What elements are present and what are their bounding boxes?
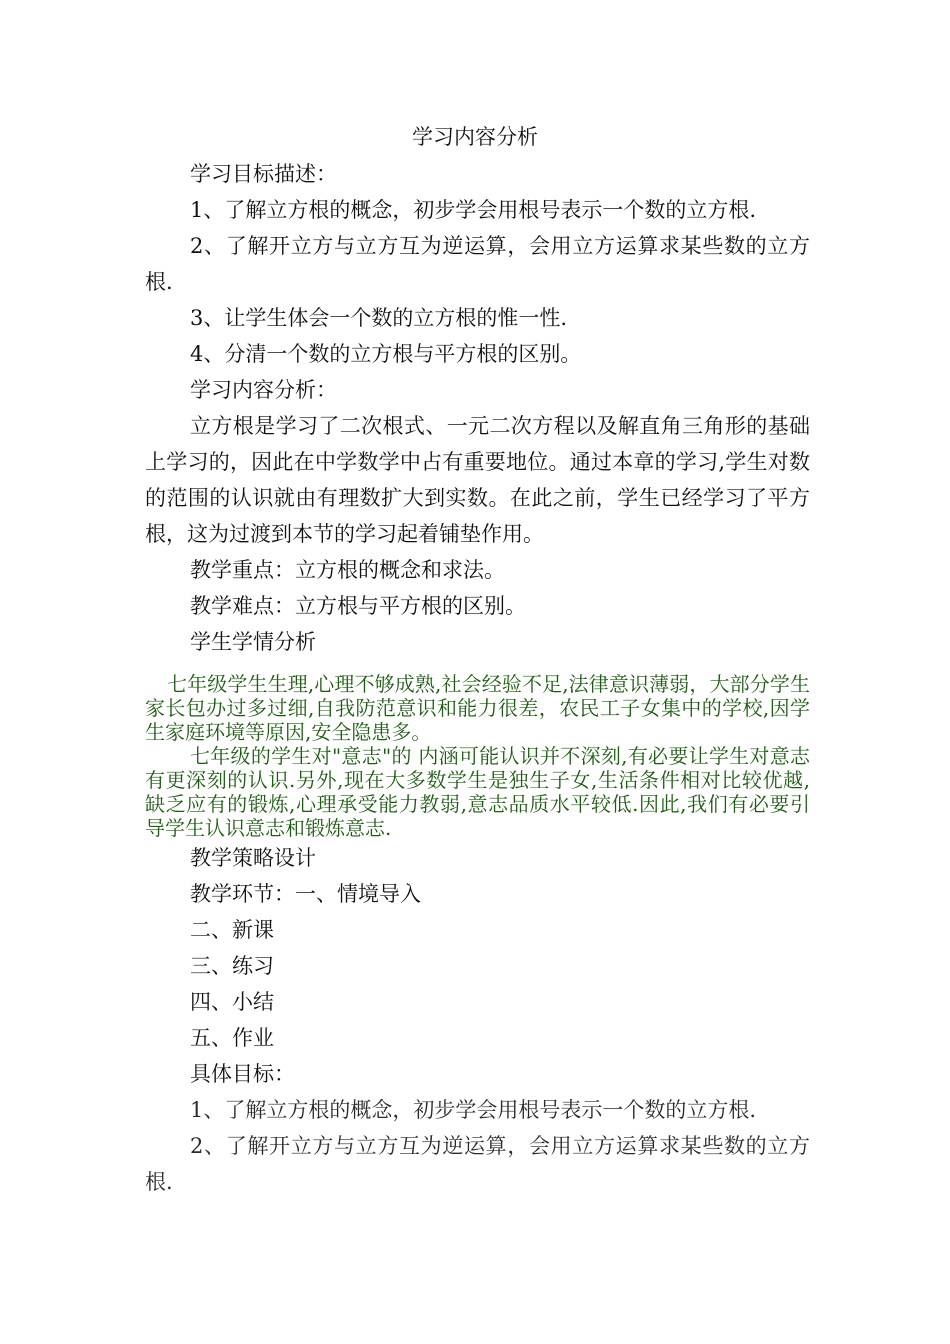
goal-item-1: 1、了解立方根的概念，初步学会用根号表示一个数的立方根. [190, 198, 757, 222]
teaching-stage-5: 五、作业 [190, 1026, 274, 1050]
difficulty: 教学难点：立方根与平方根的区别。 [190, 594, 526, 618]
teaching-stage-1: 教学环节：一、情境导入 [190, 882, 421, 906]
goal-item-3: 3、让学生体会一个数的立方根的惟一性. [190, 306, 568, 330]
teaching-stage-2: 二、新课 [190, 918, 274, 942]
student-analysis-2: 七年级的学生对"意志"的 内涵可能认识并不深刻,有必要让学生对意志有更深刻的认识.另外,现在大多数学生是独生子女,生活条件相对比较优越,缺乏应有的锻炼,心理承受能力教弱,意志品质水平较低.因此,我们有必要引导学生认识意志和锻炼意志. [145, 744, 810, 840]
specific-goal-2: 2、了解开立方与立方互为逆运算，会用立方运算求某些数的立方根. [145, 1134, 810, 1194]
strategy-heading: 教学策略设计 [190, 846, 316, 870]
specific-goal-1: 1、了解立方根的概念，初步学会用根号表示一个数的立方根. [190, 1098, 757, 1122]
goal-heading: 学习目标描述： [190, 162, 337, 186]
document-body [145, 156, 810, 1200]
document-title: 学习内容分析 [412, 125, 538, 149]
teaching-stage-4: 四、小结 [190, 990, 274, 1014]
specific-heading: 具体目标： [190, 1062, 295, 1086]
goal-item-2: 2、了解开立方与立方互为逆运算，会用立方运算求某些数的立方根. [145, 234, 810, 294]
content-heading: 学习内容分析： [190, 378, 337, 402]
key-point: 教学重点：立方根的概念和求法。 [190, 558, 505, 582]
student-heading: 学生学情分析 [190, 630, 316, 654]
teaching-stage-3: 三、练习 [190, 954, 274, 978]
content-body: 立方根是学习了二次根式、一元二次方程以及解直角三角形的基础上学习的，因此在中学数学中占有重要地位。通过本章的学习,学生对数的范围的认识就由有理数扩大到实数。在此之前，学生已经学习了平方根，这为过渡到本节的学习起着铺垫作用。 [145, 414, 810, 546]
student-analysis-1: 七年级学生生理,心理不够成熟,社会经验不足,法律意识薄弱，大部分学生家长包办过多过细,自我防范意识和能力很差，农民工子女集中的学校,因学生家庭环境等原因,安全隐患多。 [145, 672, 810, 744]
goal-item-4: 4、分清一个数的立方根与平方根的区别。 [190, 342, 582, 366]
